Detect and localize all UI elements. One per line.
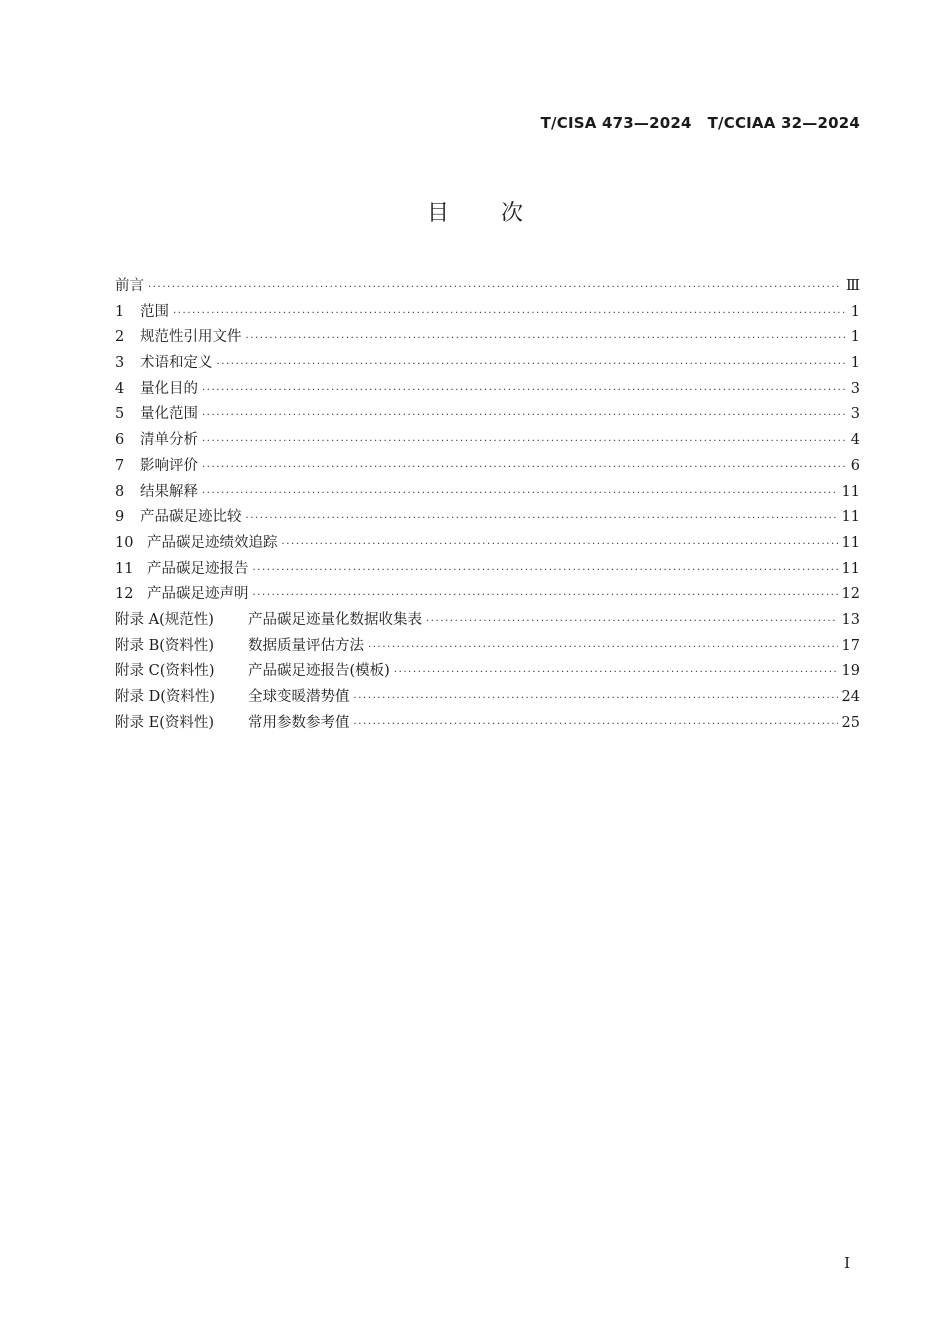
- toc-entry-page: 19: [841, 663, 860, 680]
- toc-entry-appendix-b[interactable]: [115, 634, 860, 660]
- toc-entry-label: 清单分析: [140, 432, 198, 449]
- toc-entry-3[interactable]: [115, 351, 860, 377]
- toc-entry-number: 2: [115, 329, 125, 346]
- toc-entry-label: 产品碳足迹量化数据收集表: [248, 611, 422, 628]
- toc-entry-page: 17: [841, 637, 860, 654]
- toc-entry-label: 全球变暖潜势值: [248, 689, 350, 705]
- toc-entry-appendix-e[interactable]: [115, 711, 860, 737]
- toc-leader-dots: [148, 282, 842, 293]
- toc-entry-page: 3: [850, 406, 860, 423]
- toc-leader-dots: [217, 359, 847, 370]
- toc-entry-label: 产品碳足迹报告: [147, 560, 249, 577]
- toc-entry-foreword[interactable]: [115, 274, 860, 300]
- toc-entry-page: 24: [841, 689, 860, 705]
- toc-heading-char-1: 目: [426, 201, 449, 226]
- toc-entry-7[interactable]: [115, 454, 860, 480]
- toc-appendix-prefix: 附录 E(资料性): [115, 714, 215, 731]
- toc-appendix-prefix: 附录 D(资料性): [115, 689, 216, 705]
- toc-entry-number: 11: [115, 560, 134, 577]
- toc-leader-dots: [426, 616, 838, 627]
- toc-entry-number: 10: [115, 534, 134, 551]
- toc-entry-number: 6: [115, 432, 125, 449]
- toc-entry-label: 影响评价: [140, 457, 198, 474]
- toc-leader-dots: [368, 642, 838, 653]
- toc-entry-page: 25: [841, 714, 860, 731]
- toc-entry-label: 结果解释: [140, 483, 198, 500]
- page-number: I: [844, 1254, 850, 1272]
- toc-entry-number: 12: [115, 586, 134, 603]
- standard-number-header: [541, 114, 860, 132]
- toc-entry-page: 4: [850, 432, 860, 449]
- toc-leader-dots: [246, 513, 838, 524]
- toc-entry-label: 产品碳足迹报告(模板): [248, 663, 390, 680]
- toc-leader-dots: [173, 308, 846, 319]
- toc-entry-label: 量化目的: [140, 380, 198, 397]
- standard-code-cciaa: T/CCIAA 32—2024: [707, 114, 860, 132]
- toc-entry-10[interactable]: [115, 531, 860, 557]
- toc-entry-page: 11: [841, 509, 860, 526]
- toc-entry-page: 1: [850, 303, 860, 320]
- toc-heading-char-2: 次: [501, 201, 524, 226]
- toc-appendix-prefix: 附录 B(资料性): [115, 637, 215, 654]
- toc-entry-page: 6: [850, 457, 860, 474]
- standard-code-cisa: T/CISA 473—2024: [540, 114, 692, 132]
- toc-entry-4[interactable]: [115, 377, 860, 403]
- toc-entry-6[interactable]: [115, 428, 860, 454]
- toc-leader-dots: [253, 565, 838, 576]
- toc-entry-12[interactable]: [115, 582, 860, 608]
- toc-appendix-prefix: 附录 A(规范性): [115, 611, 214, 628]
- toc-entry-label: 产品碳足迹声明: [147, 586, 249, 603]
- toc-entry-page: 11: [841, 534, 860, 551]
- toc-leader-dots: [282, 539, 838, 550]
- toc-entry-5[interactable]: [115, 402, 860, 428]
- toc-entry-number: 7: [115, 457, 125, 474]
- toc-leader-dots: [202, 410, 846, 421]
- toc-entry-label: 前言: [115, 278, 144, 294]
- toc-entry-number: 1: [115, 303, 125, 320]
- toc-entry-number: 8: [115, 483, 125, 500]
- toc-entry-label: 规范性引用文件: [140, 329, 242, 346]
- toc-entry-11[interactable]: [115, 557, 860, 583]
- toc-leader-dots: [202, 385, 846, 396]
- toc-leader-dots: [202, 462, 846, 473]
- toc-entry-9[interactable]: [115, 505, 860, 531]
- table-of-contents: [115, 274, 860, 736]
- toc-entry-number: 3: [115, 355, 125, 372]
- toc-entry-2[interactable]: [115, 325, 860, 351]
- toc-leader-dots: [354, 719, 838, 730]
- toc-entry-appendix-a[interactable]: [115, 608, 860, 634]
- toc-entry-label: 量化范围: [140, 406, 198, 423]
- toc-leader-dots: [394, 667, 838, 678]
- toc-entry-page: 13: [841, 611, 860, 628]
- toc-entry-label: 范围: [140, 303, 169, 320]
- toc-entry-8[interactable]: [115, 480, 860, 506]
- toc-leader-dots: [202, 488, 838, 499]
- toc-entry-number: 5: [115, 406, 125, 423]
- toc-entry-1[interactable]: [115, 300, 860, 326]
- toc-appendix-prefix: 附录 C(资料性): [115, 663, 215, 680]
- toc-entry-number: 4: [115, 380, 125, 397]
- toc-entry-label: 产品碳足迹比较: [140, 509, 242, 526]
- toc-entry-appendix-d[interactable]: [115, 685, 860, 711]
- toc-entry-page: 1: [850, 355, 860, 372]
- toc-leader-dots: [354, 693, 838, 704]
- toc-entry-page: 1: [850, 329, 860, 346]
- toc-entry-page: 11: [841, 483, 860, 500]
- toc-leader-dots: [202, 436, 846, 447]
- toc-entry-page: 11: [841, 560, 860, 577]
- toc-entry-page: 3: [850, 380, 860, 397]
- toc-entry-page: Ⅲ: [846, 278, 860, 294]
- toc-heading: [0, 196, 950, 227]
- toc-entry-appendix-c[interactable]: [115, 659, 860, 685]
- toc-entry-number: 9: [115, 509, 125, 526]
- toc-leader-dots: [246, 333, 847, 344]
- toc-entry-label: 产品碳足迹绩效追踪: [147, 534, 278, 551]
- toc-entry-page: 12: [841, 586, 860, 603]
- toc-entry-label: 数据质量评估方法: [248, 637, 364, 654]
- toc-entry-label: 术语和定义: [140, 355, 213, 372]
- toc-leader-dots: [253, 590, 838, 601]
- toc-entry-label: 常用参数参考值: [248, 714, 350, 731]
